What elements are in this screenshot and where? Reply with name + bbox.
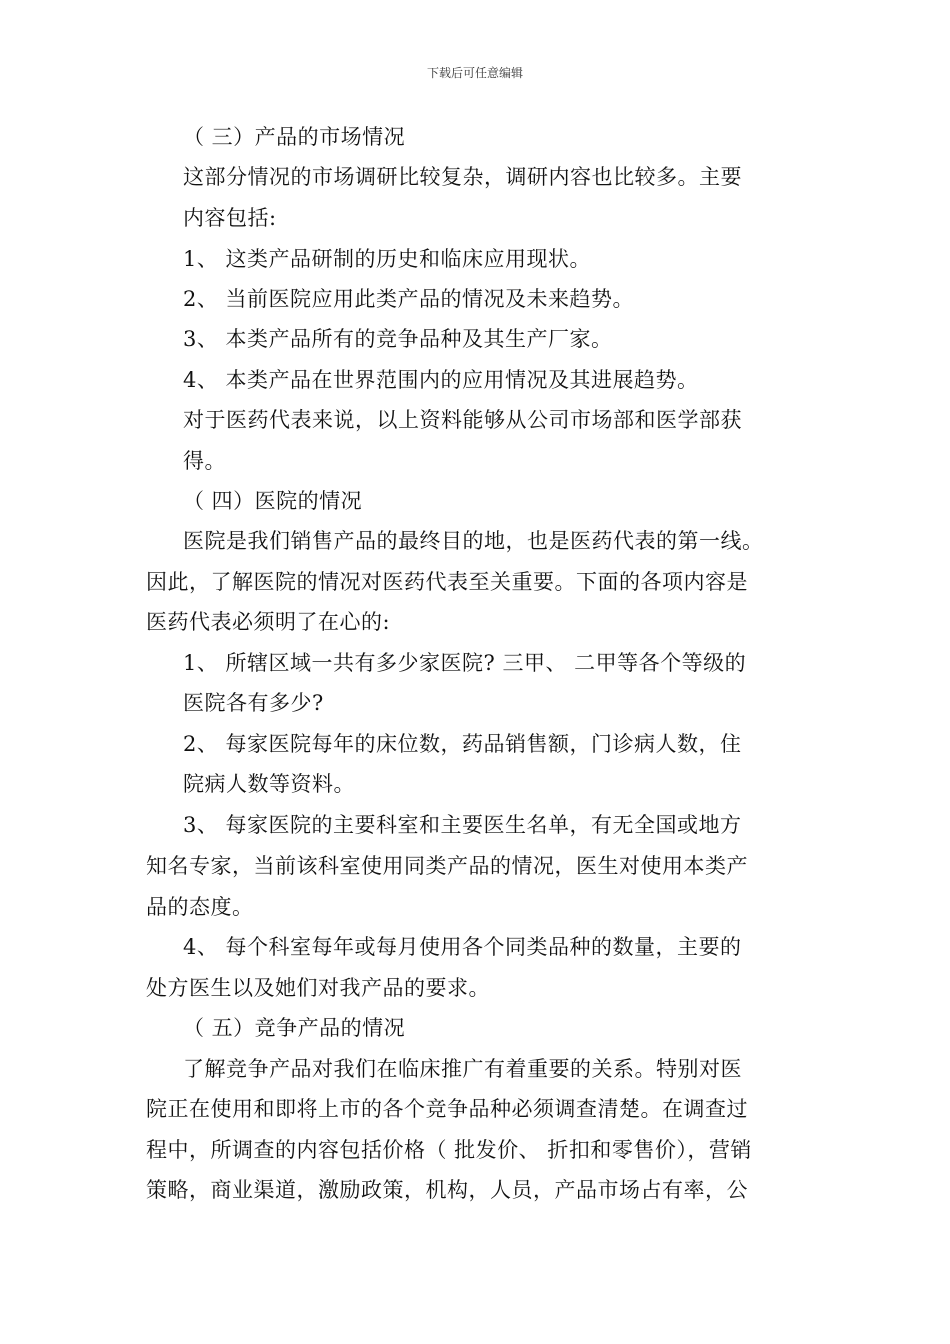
list-item: 4、 每个科室每年或每月使用各个同类品种的数量，主要的 [183, 935, 742, 959]
list-item: 知名专家，当前该科室使用同类产品的情况，医生对使用本类产 [146, 854, 748, 878]
paragraph-line: 医药代表必须明了在心的: [146, 610, 391, 634]
list-item: 3、 每家医院的主要科室和主要医生名单，有无全国或地方 [183, 813, 742, 837]
list-item: 处方医生以及她们对我产品的要求。 [146, 976, 490, 1000]
paragraph-line: 院正在使用和即将上市的各个竞争品种必须调查清楚。在调查过 [146, 1097, 748, 1121]
paragraph-line: 了解竞争产品对我们在临床推广有着重要的关系。特别对医 [183, 1057, 742, 1081]
list-item: 1、 所辖区域一共有多少家医院? 三甲、 二甲等各个等级的 [183, 651, 747, 675]
list-item: 2、 每家医院每年的床位数，药品销售额，门诊病人数，住 [183, 732, 742, 756]
paragraph-line: 这部分情况的市场调研比较复杂，调研内容也比较多。主要 [183, 165, 742, 189]
list-item: 院病人数等资料。 [183, 772, 355, 796]
paragraph-line: 医院是我们销售产品的最终目的地，也是医药代表的第一线。 [183, 529, 764, 553]
list-item: 品的态度。 [146, 895, 254, 919]
section-heading: （ 五）竞争产品的情况 [183, 1016, 406, 1040]
list-item: 4、 本类产品在世界范围内的应用情况及其进展趋势。 [183, 368, 699, 392]
section-heading: （ 四）医院的情况 [183, 489, 363, 513]
list-item: 2、 当前医院应用此类产品的情况及未来趋势。 [183, 287, 635, 311]
section-heading: （ 三）产品的市场情况 [183, 125, 406, 149]
list-item: 医院各有多少? [183, 691, 324, 715]
paragraph-line: 内容包括: [183, 206, 277, 230]
paragraph-line: 程中，所调查的内容包括价格（ 批发价、 折扣和零售价），营销 [146, 1138, 752, 1162]
paragraph-line: 策略，商业渠道，激励政策，机构，人员，产品市场占有率，公 [146, 1178, 748, 1202]
page-header: 下载后可任意编辑 [426, 66, 523, 80]
paragraph-line: 得。 [183, 449, 226, 473]
list-item: 1、 这类产品研制的历史和临床应用现状。 [183, 247, 592, 271]
paragraph-line: 对于医药代表来说，以上资料能够从公司市场部和医学部获 [183, 408, 742, 432]
list-item: 3、 本类产品所有的竞争品种及其生产厂家。 [183, 327, 613, 351]
paragraph-line: 因此，了解医院的情况对医药代表至关重要。下面的各项内容是 [146, 570, 748, 594]
